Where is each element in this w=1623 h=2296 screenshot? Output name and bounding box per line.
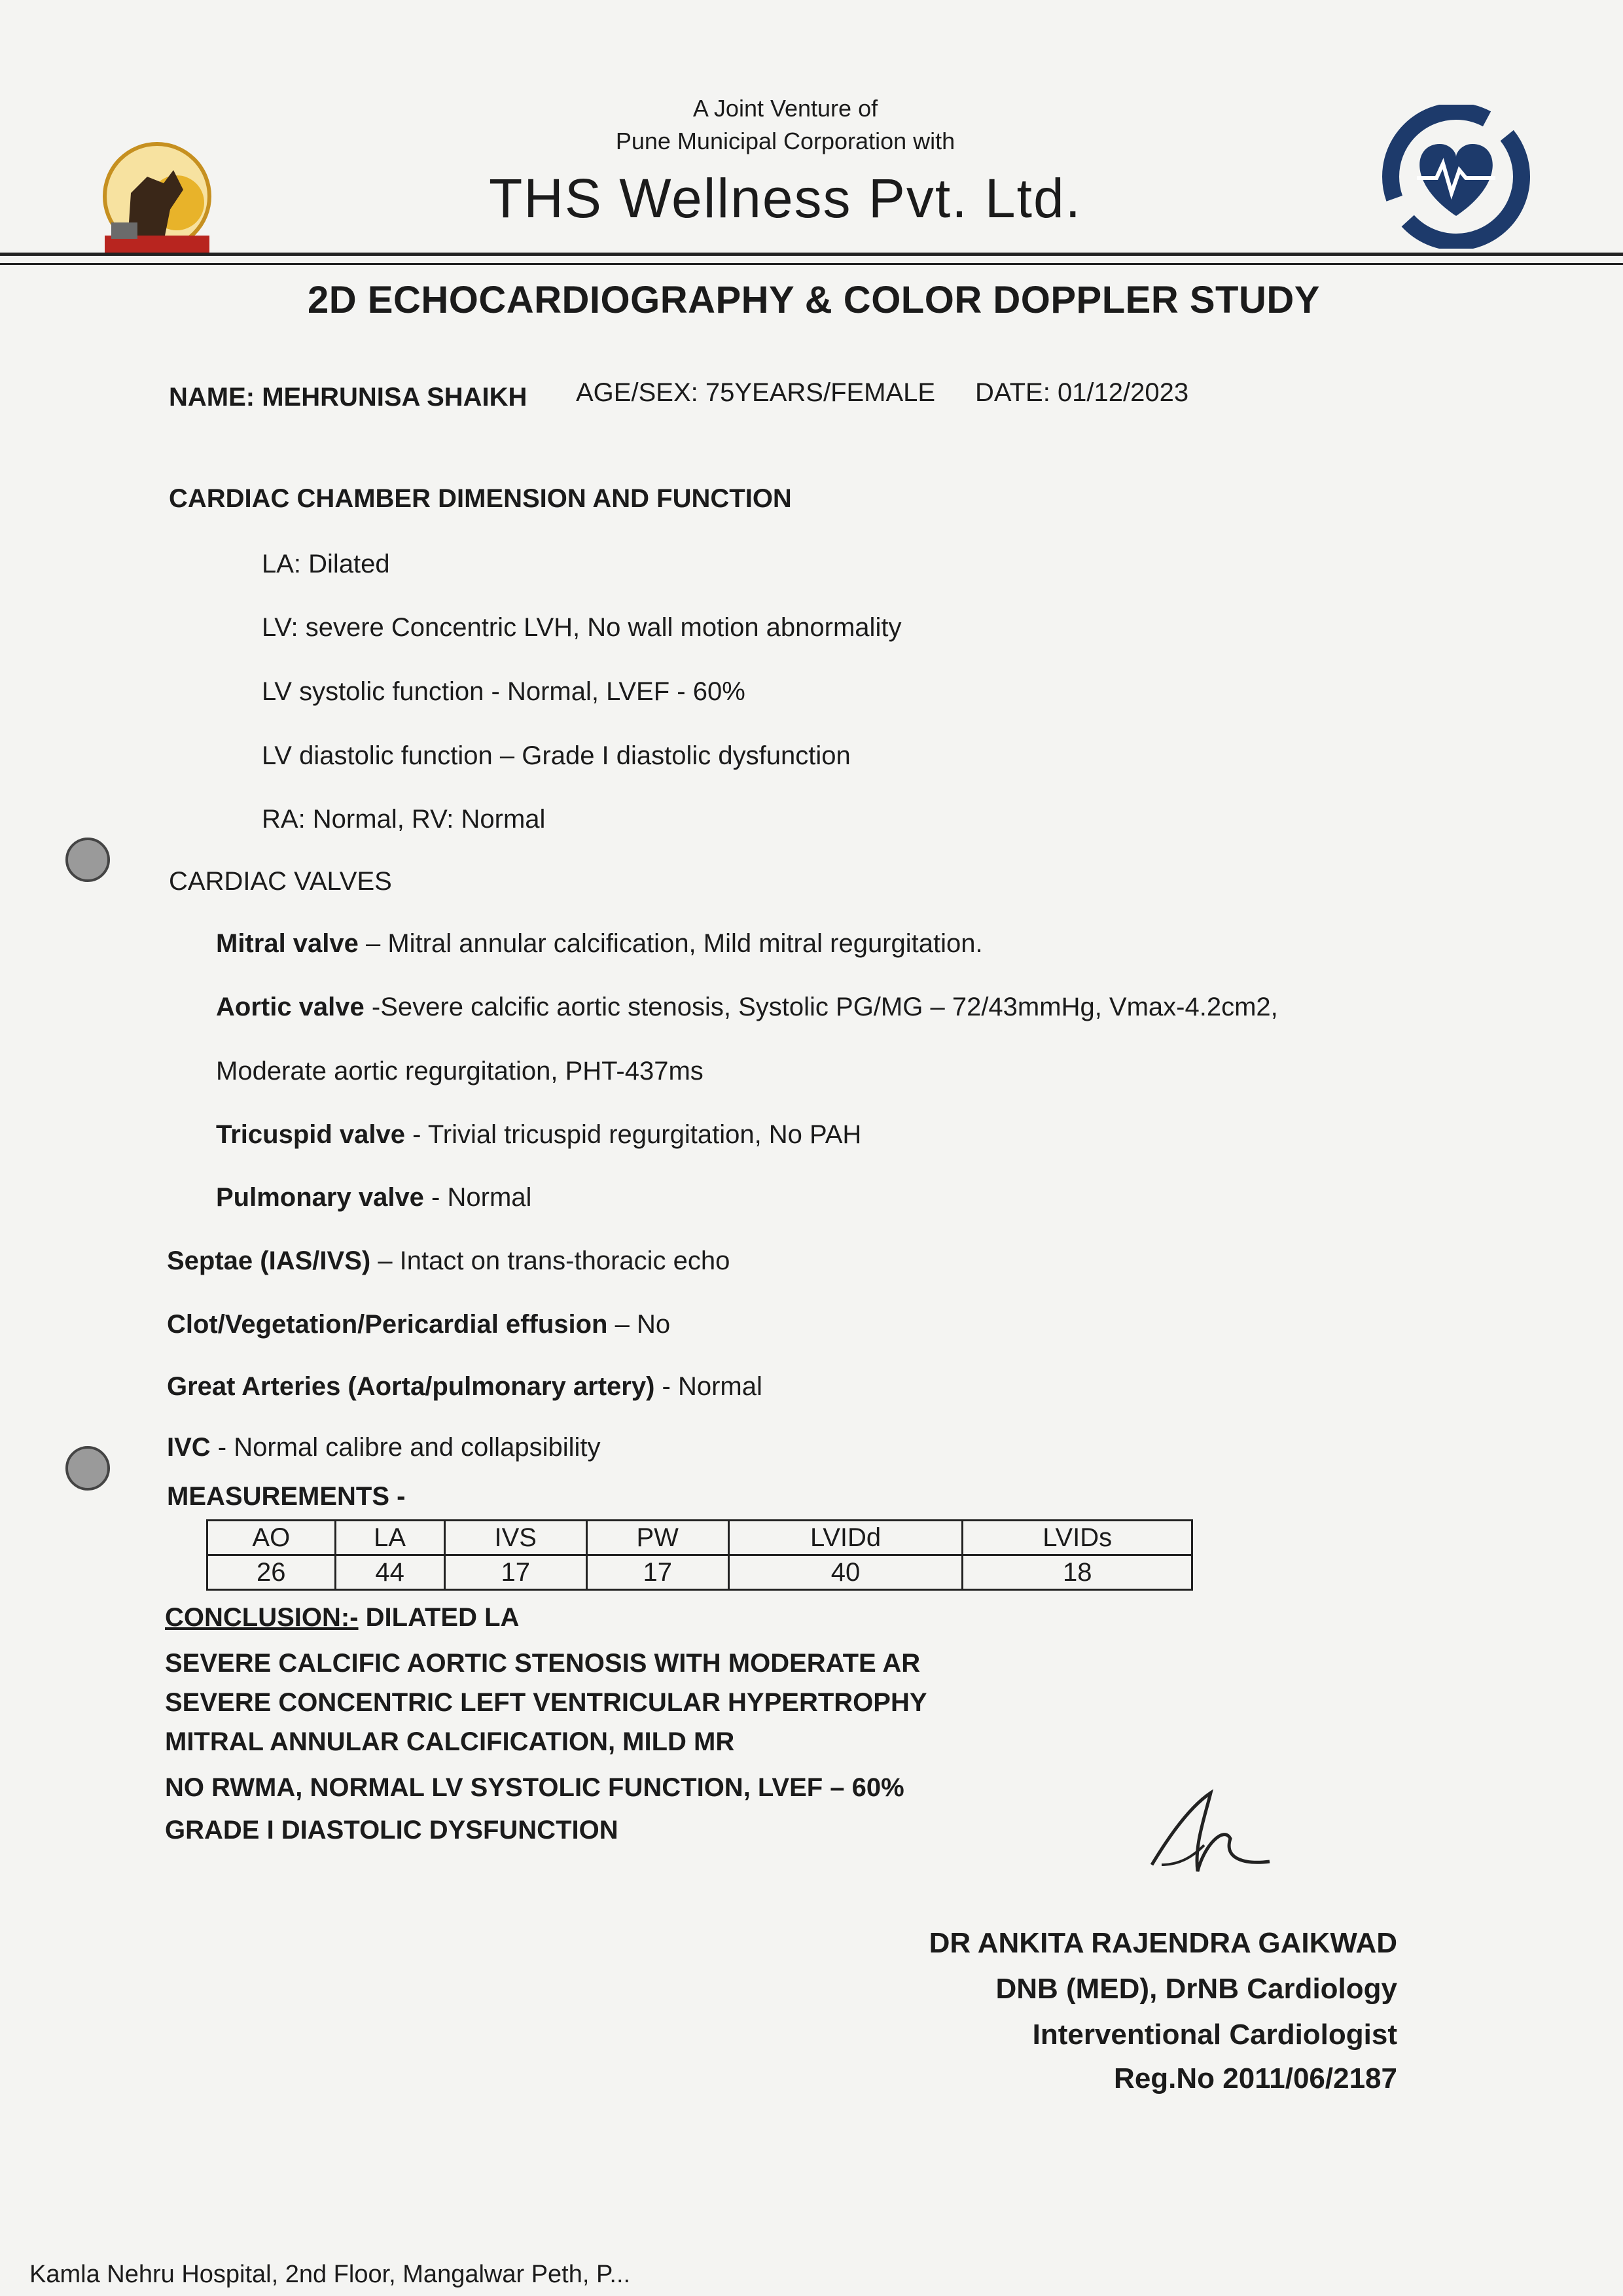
- septae-text: – Intact on trans-thoracic echo: [370, 1246, 730, 1275]
- table-header-cell: LVIDd: [728, 1521, 963, 1555]
- patient-name: NAME: MEHRUNISA SHAIKH: [169, 383, 527, 412]
- chambers-heading: CARDIAC CHAMBER DIMENSION AND FUNCTION: [169, 484, 792, 513]
- ivc-finding: [167, 1433, 600, 1462]
- tricuspid-label: Tricuspid valve: [216, 1120, 406, 1149]
- table-cell: 40: [728, 1555, 963, 1590]
- table-header-cell: LVIDs: [963, 1521, 1192, 1555]
- aortic-valve-cont: Moderate aortic regurgitation, PHT-437ms: [216, 1057, 704, 1086]
- tricuspid-text: - Trivial tricuspid regurgitation, No PAH: [405, 1120, 862, 1149]
- table-cell: 17: [444, 1555, 586, 1590]
- doctor-name: DR ANKITA RAJENDRA GAIKWAD: [929, 1927, 1397, 1959]
- conclusion-first: [165, 1603, 519, 1633]
- conclusion-item: SEVERE CALCIFIC AORTIC STENOSIS WITH MODERATE AR: [165, 1649, 921, 1678]
- doctor-reg: Reg.No 2011/06/2187: [1114, 2062, 1397, 2094]
- doctor-qualification: DNB (MED), DrNB Cardiology: [995, 1973, 1397, 2005]
- patient-age-sex: AGE/SEX: 75YEARS/FEMALE: [576, 378, 936, 407]
- aortic-text: -Severe calcific aortic stenosis, Systolic PG/MG – 72/43mmHg, Vmax-4.2cm2,: [364, 993, 1278, 1021]
- header-rule: [0, 253, 1623, 256]
- chamber-item: LV diastolic function – Grade I diastolic dysfunction: [262, 741, 851, 770]
- conclusion-item: SEVERE CONCENTRIC LEFT VENTRICULAR HYPERTROPHY: [165, 1688, 927, 1717]
- table-cell: 26: [207, 1555, 336, 1590]
- report-title: 2D ECHOCARDIOGRAPHY & COLOR DOPPLER STUDY: [308, 279, 1320, 321]
- header-rule-thin: [0, 263, 1623, 265]
- table-cell: 44: [335, 1555, 444, 1590]
- punch-hole: [65, 1446, 110, 1491]
- ivc-text: - Normal calibre and collapsibility: [210, 1433, 601, 1462]
- conclusion-item: DILATED LA: [358, 1603, 520, 1632]
- aortic-valve: [216, 993, 1278, 1022]
- table-header-cell: PW: [586, 1521, 728, 1555]
- clot-text: – No: [607, 1310, 671, 1339]
- punch-hole: [65, 838, 110, 882]
- table-header-row: [207, 1521, 1192, 1555]
- pulmonary-text: - Normal: [423, 1183, 532, 1212]
- conclusion-label: CONCLUSION:-: [165, 1603, 359, 1632]
- conclusion-item: NO RWMA, NORMAL LV SYSTOLIC FUNCTION, LVEF – 60%: [165, 1773, 904, 1802]
- conclusion-item: MITRAL ANNULAR CALCIFICATION, MILD MR: [165, 1727, 735, 1756]
- table-row: [207, 1555, 1192, 1590]
- doctor-role: Interventional Cardiologist: [1032, 2019, 1397, 2051]
- measurements-table: [206, 1519, 1193, 1591]
- conclusion-item: GRADE I DIASTOLIC DYSFUNCTION: [165, 1816, 618, 1845]
- table-cell: 18: [963, 1555, 1192, 1590]
- mitral-valve: [216, 929, 983, 959]
- mitral-label: Mitral valve: [216, 929, 359, 958]
- arteries-label: Great Arteries (Aorta/pulmonary artery): [167, 1372, 655, 1401]
- valves-heading: CARDIAC VALVES: [169, 867, 392, 896]
- tricuspid-valve: [216, 1120, 861, 1150]
- table-header-cell: IVS: [444, 1521, 586, 1555]
- chamber-item: LV systolic function - Normal, LVEF - 60%: [262, 677, 745, 706]
- chamber-item: RA: Normal, RV: Normal: [262, 805, 546, 834]
- measurements-heading: MEASUREMENTS -: [167, 1482, 406, 1511]
- arteries-finding: [167, 1372, 762, 1402]
- septae-label: Septae (IAS/IVS): [167, 1246, 371, 1275]
- partner-text: Pune Municipal Corporation with: [615, 128, 955, 154]
- septae-finding: [167, 1246, 730, 1276]
- pulmonary-valve: [216, 1183, 531, 1212]
- table-cell: 17: [586, 1555, 728, 1590]
- chamber-item: LA: Dilated: [262, 550, 390, 578]
- footer-address: Kamla Nehru Hospital, 2nd Floor, Mangalwar Peth, P...: [29, 2261, 631, 2288]
- ths-logo: [1381, 105, 1531, 249]
- company-name: THS Wellness Pvt. Ltd.: [488, 168, 1082, 229]
- table-header-cell: AO: [207, 1521, 336, 1555]
- arteries-text: - Normal: [654, 1372, 762, 1401]
- pmc-logo: [92, 131, 223, 262]
- joint-venture-text: A Joint Venture of: [692, 95, 878, 122]
- doctor-signature: [1132, 1767, 1283, 1891]
- ivc-label: IVC: [167, 1433, 211, 1462]
- report-date: DATE: 01/12/2023: [975, 378, 1189, 407]
- mitral-text: – Mitral annular calcification, Mild mitral regurgitation.: [358, 929, 983, 958]
- clot-label: Clot/Vegetation/Pericardial effusion: [167, 1310, 608, 1339]
- table-header-cell: LA: [335, 1521, 444, 1555]
- chamber-item: LV: severe Concentric LVH, No wall motion abnormality: [262, 613, 902, 642]
- pulmonary-label: Pulmonary valve: [216, 1183, 424, 1212]
- aortic-label: Aortic valve: [216, 993, 365, 1021]
- clot-finding: [167, 1310, 670, 1339]
